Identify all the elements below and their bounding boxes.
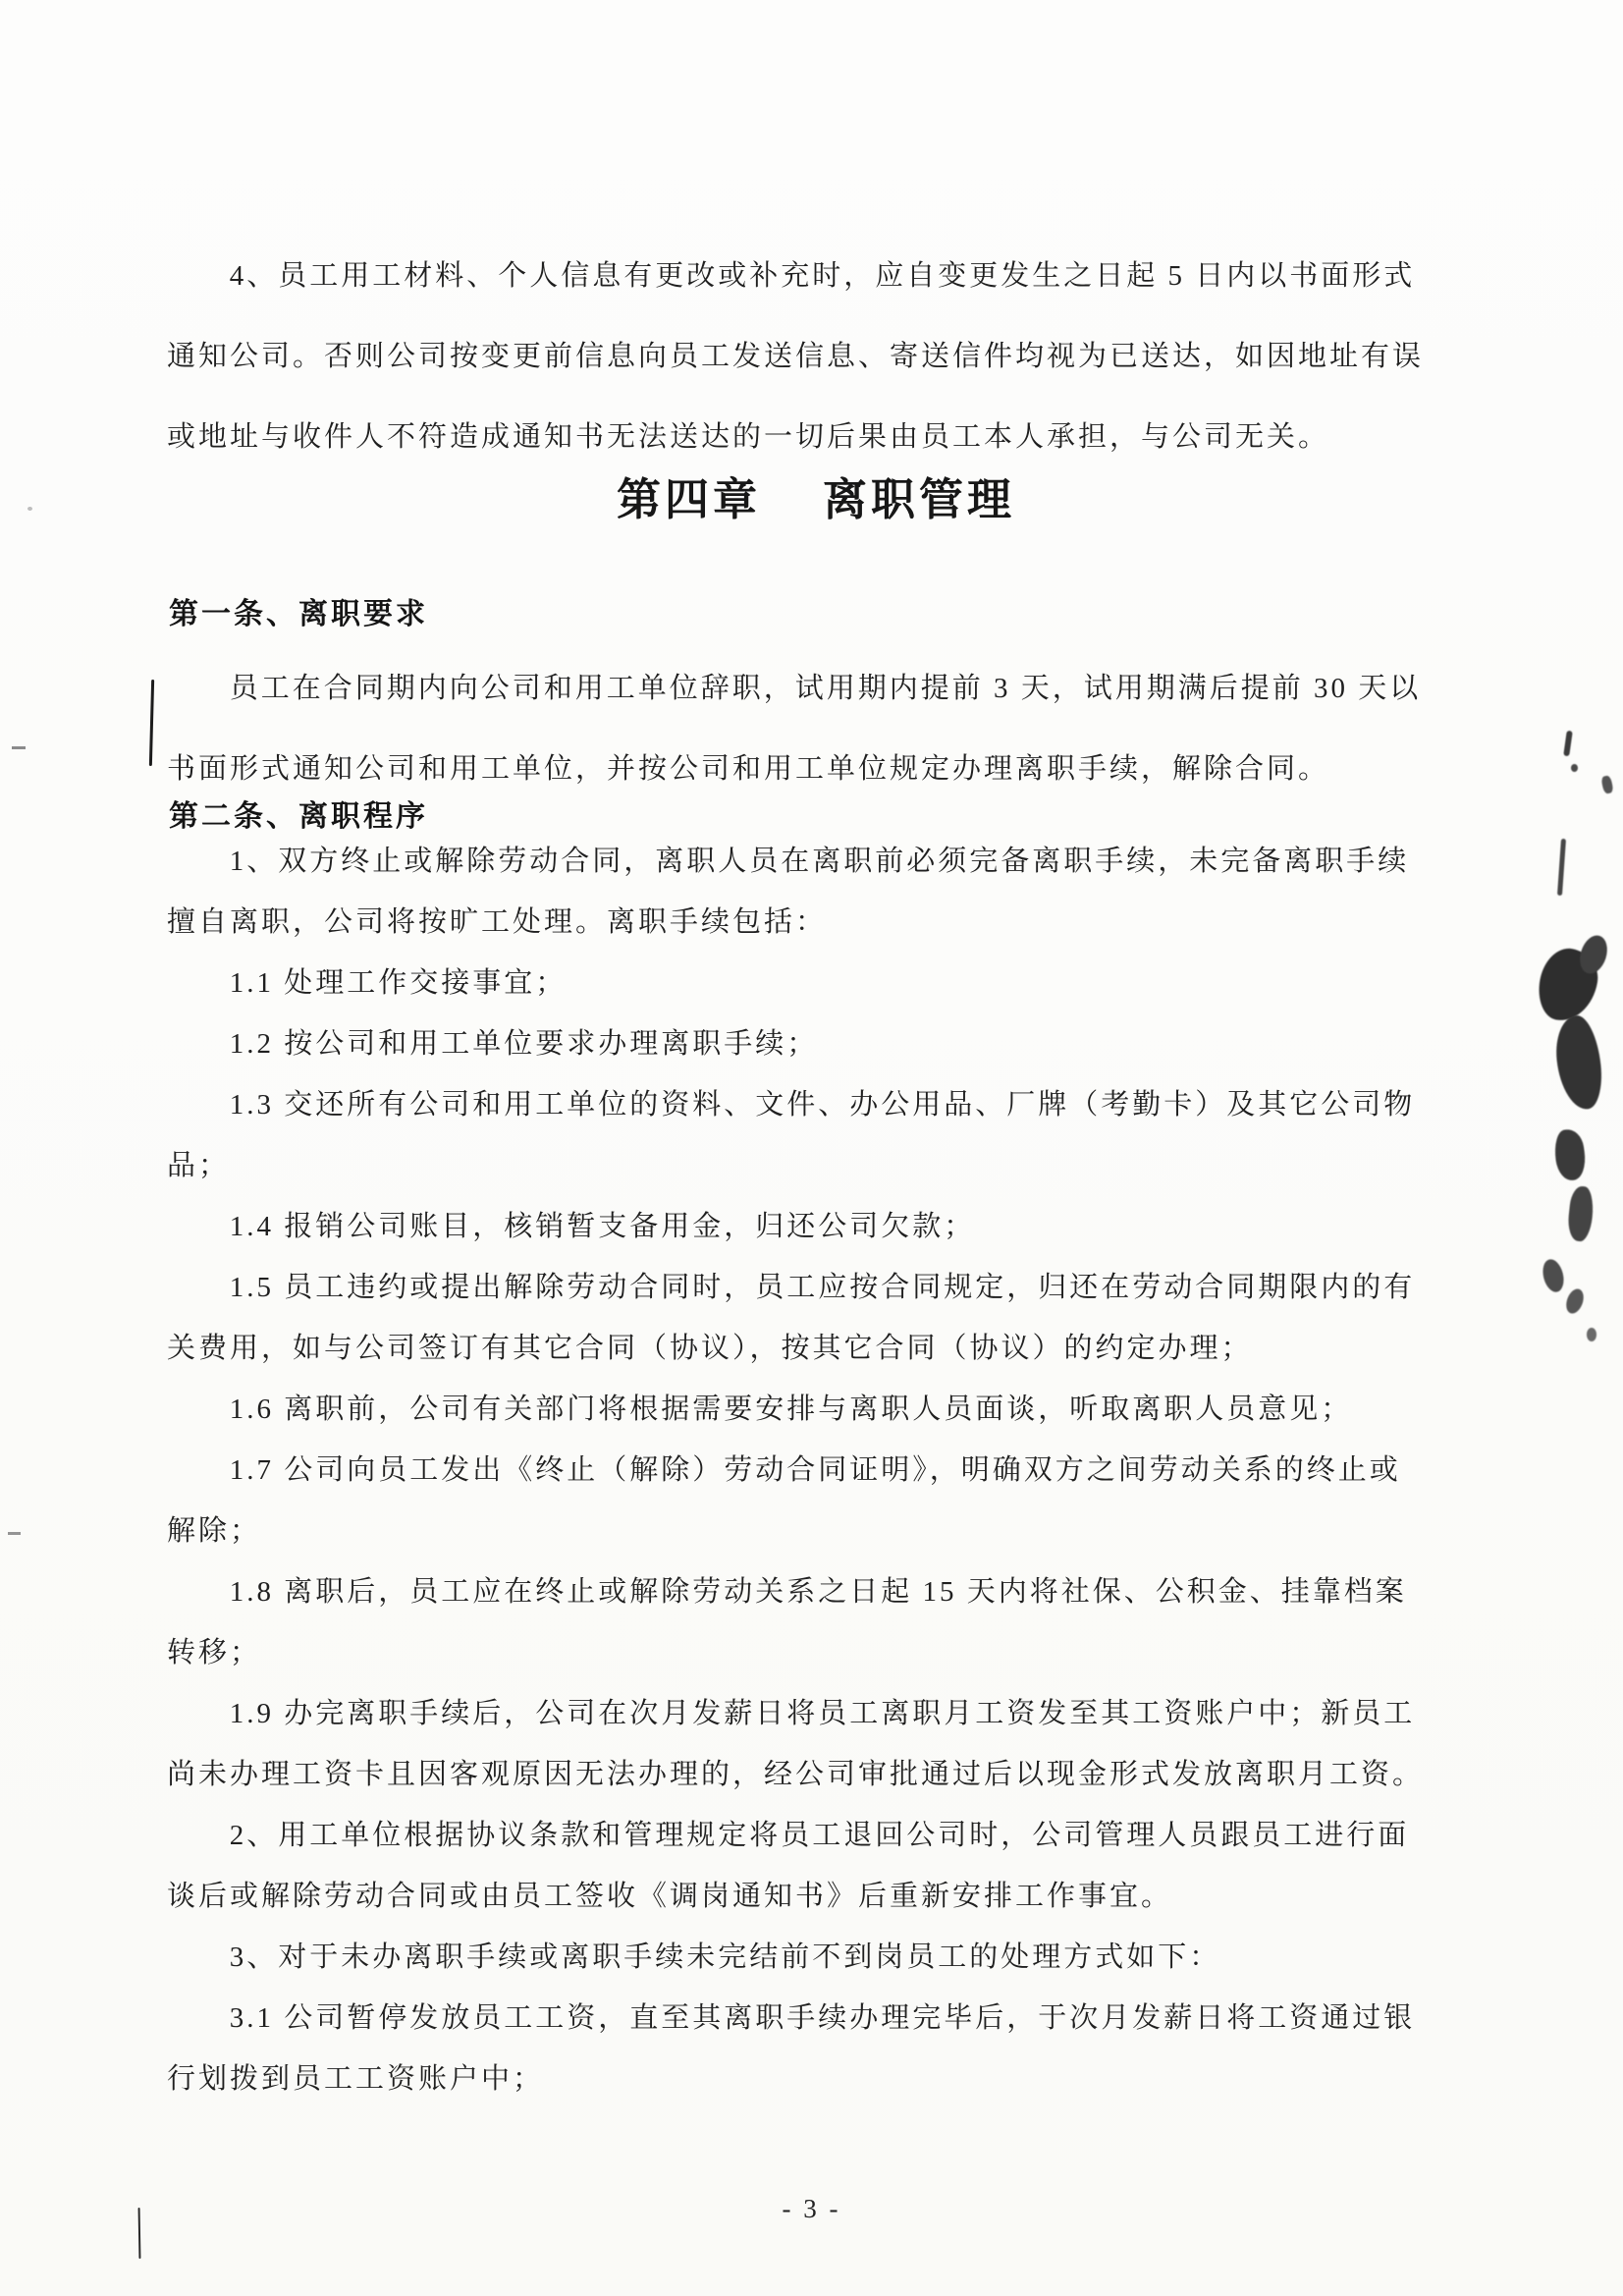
margin-dot-mark <box>27 507 32 511</box>
chapter-number: 第四章 <box>616 475 761 524</box>
scan-smudge <box>1557 839 1566 896</box>
scan-smudge <box>1540 1257 1567 1294</box>
text-line: 1.6 离职前，公司有关部门将根据需要安排与离职人员面谈，听取离职人员意见； <box>229 1394 1353 1425</box>
text-line: 1.3 交还所有公司和用工单位的资料、文件、办公用品、厂牌（考勤卡）及其它公司物 <box>229 1089 1416 1121</box>
text-line: 员工在合同期内向公司和用工单位辞职，试用期内提前 3 天，试用期满后提前 30 天以 <box>229 673 1422 704</box>
text-line: 擅自离职，公司将按旷工处理。离职手续包括： <box>167 906 828 938</box>
scan-smudge <box>1571 764 1578 772</box>
scan-smudge <box>1552 1127 1589 1182</box>
text-line: 3.1 公司暂停发放员工工资，直至其离职手续办理完毕后，于次月发薪日将工资通过银 <box>229 2002 1416 2034</box>
text-line: 品； <box>167 1150 231 1181</box>
text-line: 4、员工用工材料、个人信息有更改或补充时，应自变更发生之日起 5 日内以书面形式 <box>229 260 1416 292</box>
text-line: 书面形式通知公司和用工单位，并按公司和用工单位规定办理离职手续，解除合同。 <box>167 753 1330 785</box>
pen-mark-left-margin <box>149 680 154 766</box>
section2-body <box>167 831 1465 2109</box>
scan-smudge <box>1575 932 1611 977</box>
text-line: 1.7 公司向员工发出《终止（解除）劳动合同证明》，明确双方之间劳动关系的终止或 <box>229 1454 1401 1486</box>
section2-heading: 第二条、离职程序 <box>169 800 428 833</box>
chapter-heading <box>167 464 1465 527</box>
text-line: 1、双方终止或解除劳动合同，离职人员在离职前必须完备离职手续，未完备离职手续 <box>229 846 1410 877</box>
scan-smudge <box>1587 1328 1596 1341</box>
margin-dash-mark <box>12 746 26 749</box>
scan-smudge <box>1600 775 1614 794</box>
text-line: 1.9 办完离职手续后，公司在次月发薪日将员工离职月工资发至其工资账户中；新员工 <box>229 1698 1416 1729</box>
margin-dash-mark <box>8 1532 21 1535</box>
scan-smudge <box>1566 1185 1596 1242</box>
section1-heading: 第一条、离职要求 <box>169 598 428 630</box>
page-number: - 3 - <box>782 2194 841 2223</box>
text-line: 3、对于未办离职手续或离职手续未完结前不到岗员工的处理方式如下： <box>229 1941 1221 1973</box>
text-line: 或地址与收件人不符造成通知书无法送达的一切后果由员工本人承担，与公司无关。 <box>167 421 1330 453</box>
text-line: 1.4 报销公司账目，核销暂支备用金，归还公司欠款； <box>229 1211 976 1242</box>
scan-smudge <box>1552 1013 1605 1112</box>
text-line: 关费用，如与公司签订有其它合同（协议），按其它合同（协议）的约定办理； <box>167 1333 1253 1364</box>
text-line: 2、用工单位根据协议条款和管理规定将员工退回公司时，公司管理人员跟员工进行面 <box>229 1820 1410 1851</box>
text-line: 谈后或解除劳动合同或由员工签收《调岗通知书》后重新安排工作事宜。 <box>167 1881 1173 1912</box>
scan-smudge <box>1563 731 1573 757</box>
text-line: 1.8 离职后，员工应在终止或解除劳动关系之日起 15 天内将社保、公积金、挂靠档案 <box>229 1576 1407 1608</box>
scan-smudge <box>1563 1286 1587 1316</box>
text-line: 转移； <box>167 1637 262 1668</box>
section1-body <box>167 648 1465 809</box>
text-line: 尚未办理工资卡且因客观原因无法办理的，经公司审批通过后以现金形式发放离职月工资。 <box>167 1759 1425 1790</box>
text-line: 1.5 员工违约或提出解除劳动合同时，员工应按合同规定，归还在劳动合同期限内的有 <box>229 1272 1416 1303</box>
text-line: 通知公司。否则公司按变更前信息向员工发送信息、寄送信件均视为已送达，如因地址有误 <box>167 341 1425 372</box>
text-line: 行划拨到员工工资账户中； <box>167 2063 545 2095</box>
text-line: 1.2 按公司和用工单位要求办理离职手续； <box>229 1028 819 1060</box>
scan-smudge <box>1534 945 1602 1026</box>
chapter-title: 离职管理 <box>823 475 1016 524</box>
text-line: 1.1 处理工作交接事宜； <box>229 967 568 999</box>
text-line: 解除； <box>167 1515 262 1547</box>
intro-paragraph <box>167 236 1465 477</box>
